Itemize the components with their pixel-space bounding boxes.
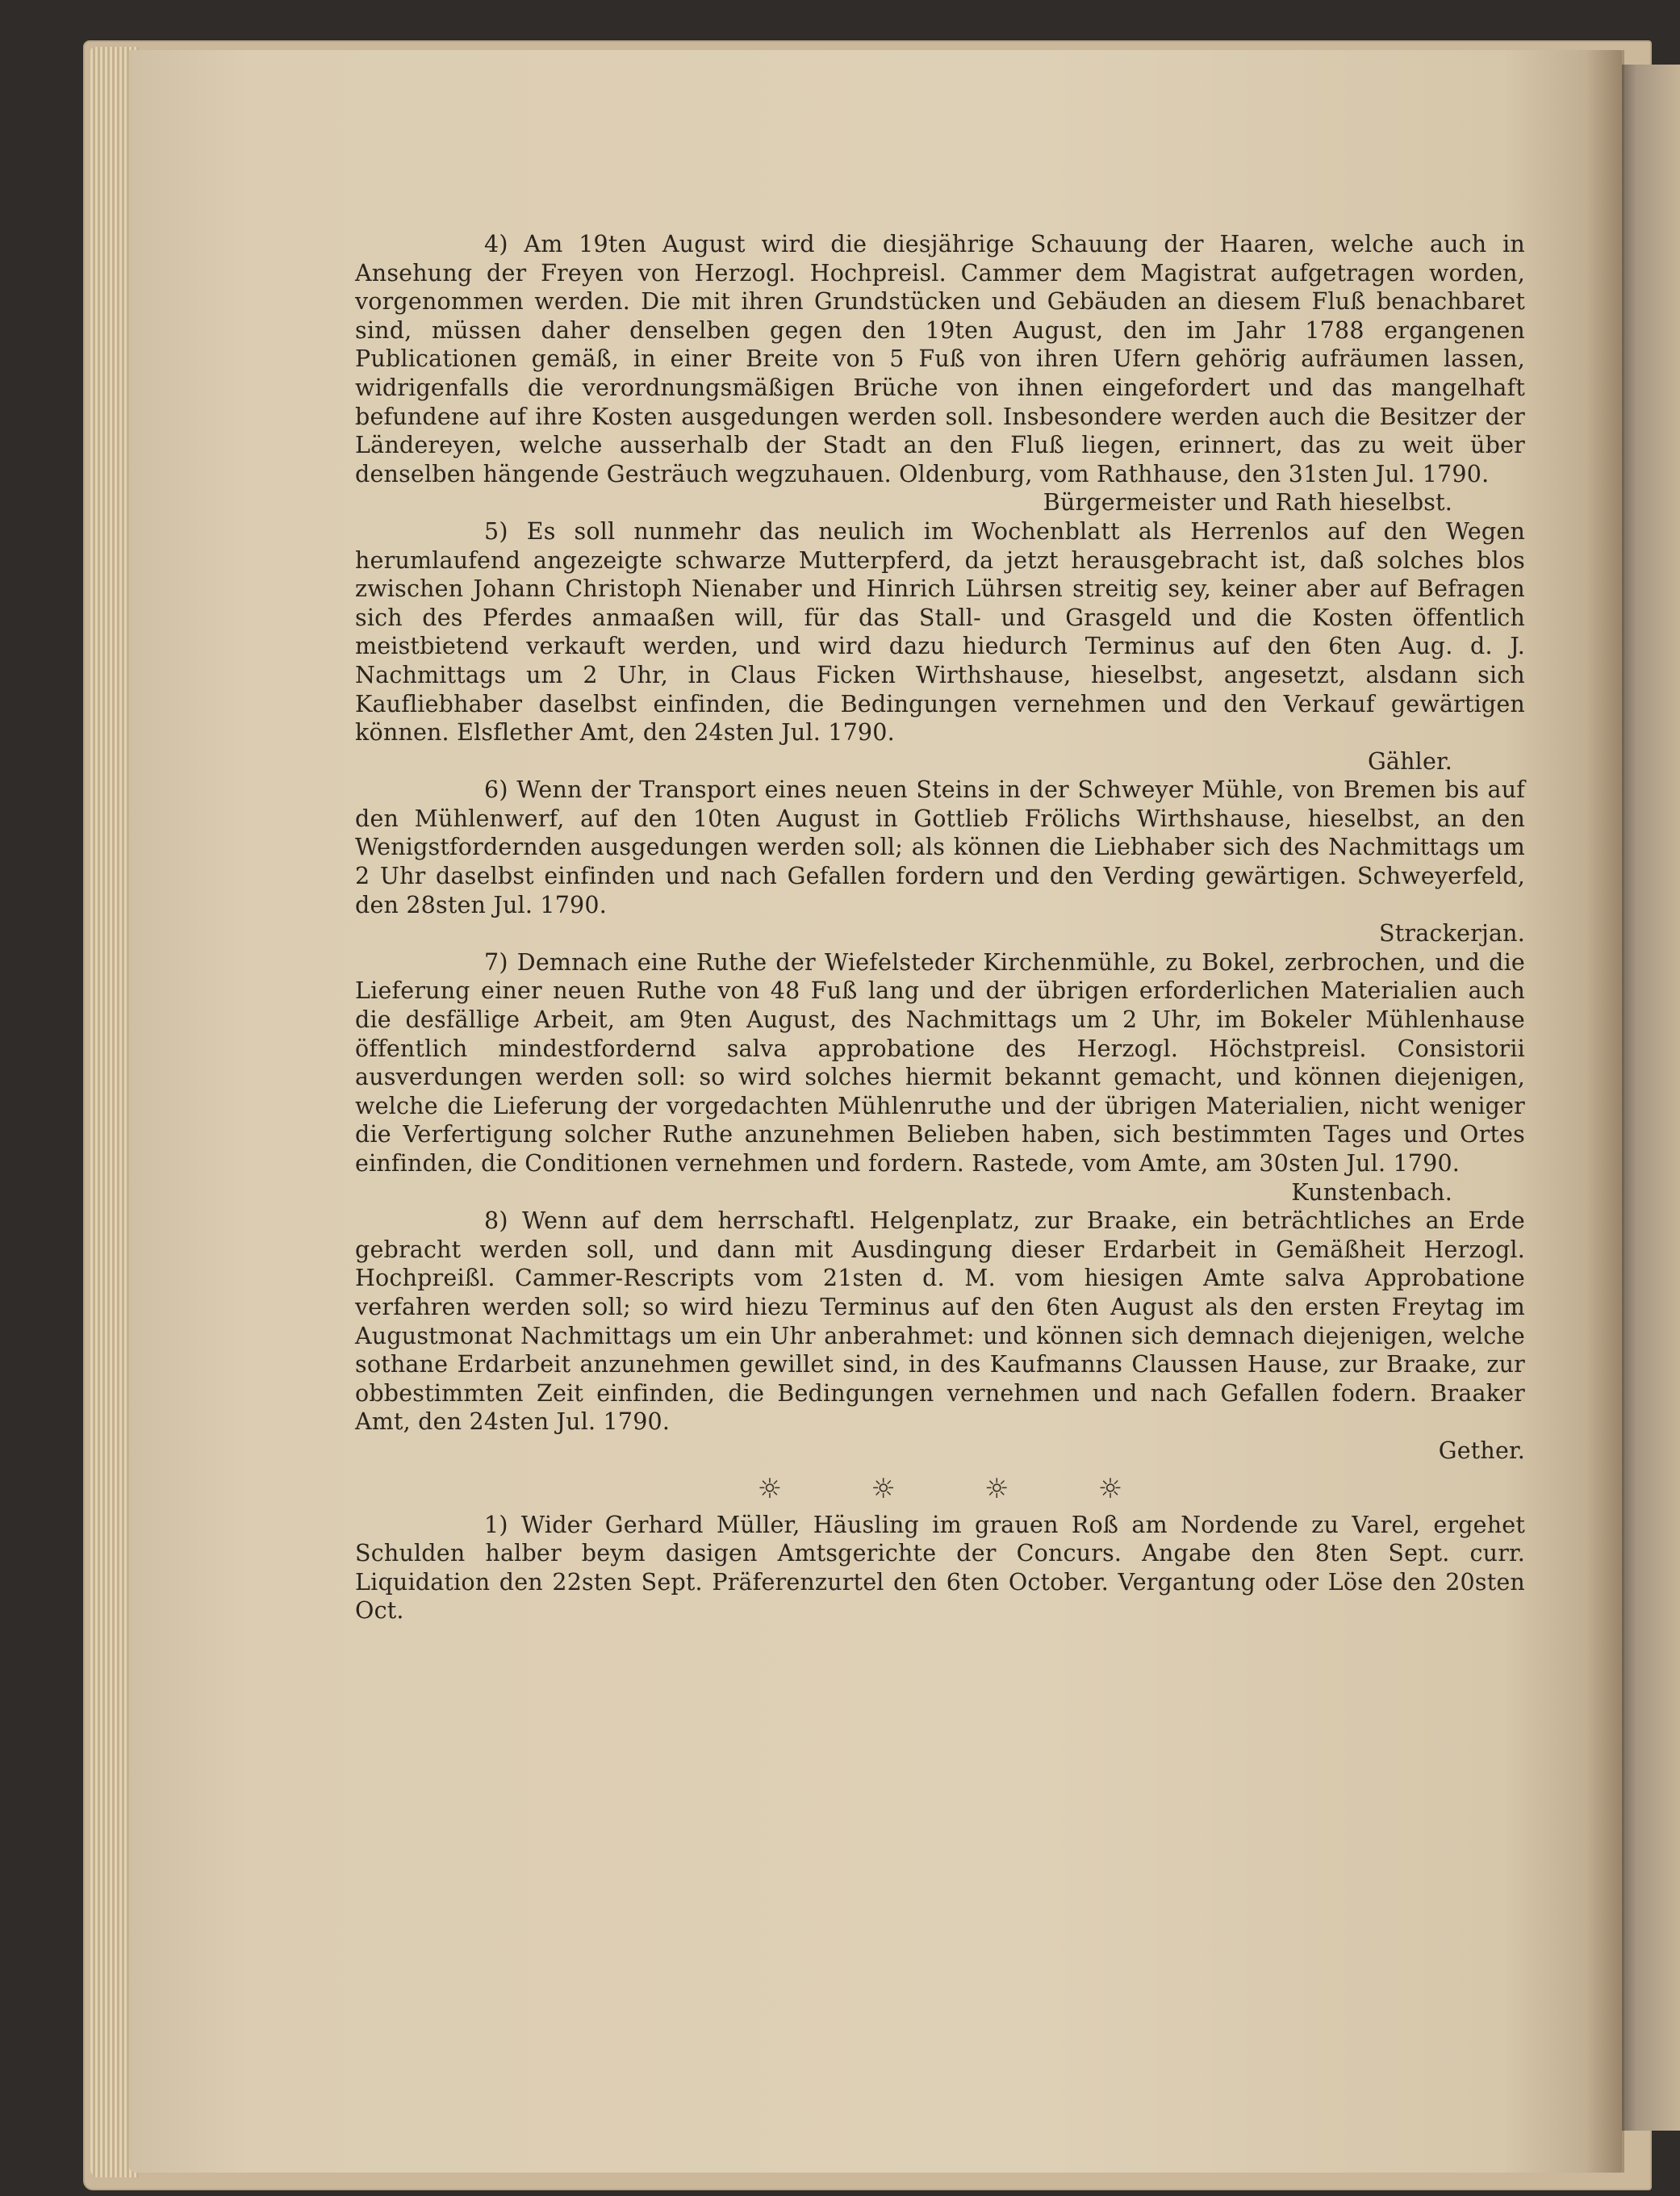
notice-number: 7) [484, 948, 508, 976]
notice-number: 6) [484, 776, 508, 804]
sun-ornament-icon: ☼ [1097, 1472, 1123, 1505]
notice-4 [355, 230, 1525, 488]
notice-body: Wider Gerhard Müller, Häusling im grauen Roß am Nordende zu Varel, ergehet Schulden halber beym dasigen Amtsgerichte der Concurs. Angabe den 8ten Sept. curr. Liquidation den 22sten Sept. Präferenzurtel den 6ten October. Vergantung oder Löse den 20sten Oct. [355, 1511, 1525, 1625]
concurs-notice-1 [355, 1511, 1525, 1625]
notice-body: Wenn der Transport eines neuen Steins in der Schweyer Mühle, von Bremen bis auf den Mühlenwerf, auf den 10ten August in Gottlieb Frölichs Wirthshause, hieselbst, an den Wenigstfordernden ausgedungen werden soll; als können die Liebhaber sich des Nachmittags um 2 Uhr daselbst einfinden und nach Gefallen fordern und den Verding gewärtigen. Schweyerfeld, den 28sten Jul. 1790. [355, 776, 1525, 918]
notice-number: 1) [484, 1511, 508, 1538]
notice-signature: Strackerjan. [1379, 920, 1525, 947]
notice-body: Wenn auf dem herrschaftl. Helgenplatz, zur Braake, ein beträchtliches an Erde gebracht werden soll, und dann mit Ausdingung dieser Erdarbeit in Gemäßheit Herzogl. Hochpreißl. Cammer-Rescripts vom 21sten d. M. vom hiesigen Amte salva Approbatione verfahren werden soll; so wird hiezu Terminus auf den 6ten August als den ersten Freytag im Augustmonat Nachmittags um ein Uhr anberahmet: und können sich demnach diejenigen, welche sothane Erdarbeit anzunehmen gewillet sind, in des Kaufmanns Claussen Hause, zur Braake, zur obbestimmten Zeit einfinden, die Bedingungen vernehmen und nach Gefallen fodern. Braaker Amt, den 24sten Jul. 1790. [355, 1207, 1525, 1436]
sun-ornament-icon: ☼ [984, 1472, 1009, 1505]
sun-ornament-icon: ☼ [871, 1472, 896, 1505]
notice-number: 5) [484, 517, 508, 545]
page-text [355, 230, 1525, 1625]
notice-signature: Bürgermeister und Rath hieselbst. [1043, 489, 1452, 517]
notice-body: Es soll nunmehr das neulich im Wochenblatt als Herrenlos auf den Wegen herumlaufend angezeigte schwarze Mutterpferd, da jetzt herausgebracht ist, daß solches blos zwischen Johann Christoph Nienaber und Hinrich Lührsen streitig sey, keiner aber auf Befragen sich des Pferdes anmaaßen will, für das Stall- und Grasgeld und die Kosten öffentlich meistbietend verkauft werden, und wird dazu hiedurch Terminus auf den 6ten Aug. d. J. Nachmittags um 2 Uhr, in Claus Ficken Wirthshause, hieselbst, angesetzt, alsdann sich Kaufliebhaber daselbst einfinden, die Bedingungen vernehmen und den Verkauf gewärtigen können. Elsflether Amt, den 24sten Jul. 1790. [355, 517, 1526, 747]
notice-number: 4) [484, 231, 508, 257]
facing-page-edge [1622, 65, 1680, 2131]
notice-signature: Kunstenbach. [1291, 1178, 1452, 1206]
notice-number: 8) [484, 1207, 508, 1235]
notice-8 [355, 1207, 1525, 1437]
section-divider [355, 1474, 1525, 1504]
notice-body: Demnach eine Ruthe der Wiefelsteder Kirchenmühle, zu Bokel, zerbrochen, und die Lieferung einer neuen Ruthe von 48 Fuß lang und der übrigen erforderlichen Materialien auch die desfällige Arbeit, am 9ten August, des Nachmittags um 2 Uhr, im Bokeler Mühlenhause öffentlich mindestfordernd salva approbatione des Herzogl. Höchstpreisl. Consistorii ausverdungen werden soll: so wird solches hiermit bekannt gemacht, und können diejenigen, welche die Lieferung der vorgedachten Mühlenruthe und der übrigen Materialien, nicht weniger die Verfertigung solcher Ruthe anzunehmen Belieben haben, sich bestimmten Tages und Ortes einfinden, die Conditionen vernehmen und fordern. Rastede, vom Amte, am 30sten Jul. 1790. [355, 948, 1526, 1177]
notice-6 [355, 776, 1525, 919]
notice-5 [355, 517, 1525, 747]
notice-signature: Gähler. [1367, 747, 1452, 775]
notice-body: Am 19ten August wird die diesjährige Schauung der Haaren, welche auch in Ansehung der Freyen von Herzogl. Hochpreisl. Cammer dem Magistrat aufgetragen worden, vorgenommen werden. Die mit ihren Grundstücken und Gebäuden an diesem Fluß benachbaret sind, müssen daher denselben gegen den 19ten August, den im Jahr 1788 ergangenen Publicationen gemäß, in einer Breite von 5 Fuß von ihren Ufern gehörig aufräumen lassen, widrigenfalls die verordnungsmäßigen Brüche von ihnen eingefordert und das mangelhaft befundene auf ihre Kosten ausgedungen werden soll. Insbesondere werden auch die Besitzer der Ländereyen, welche ausserhalb der Stadt an den Fluß liegen, erinnert, das zu weit über denselben hängende Gesträuch wegzuhauen. Oldenburg, vom Rathhause, den 31sten Jul. 1790. [355, 231, 1525, 487]
notice-signature: Gether. [1438, 1437, 1525, 1464]
gutter-shadow [1586, 50, 1624, 2173]
sun-ornament-icon: ☼ [757, 1472, 783, 1505]
notice-7 [355, 948, 1525, 1178]
